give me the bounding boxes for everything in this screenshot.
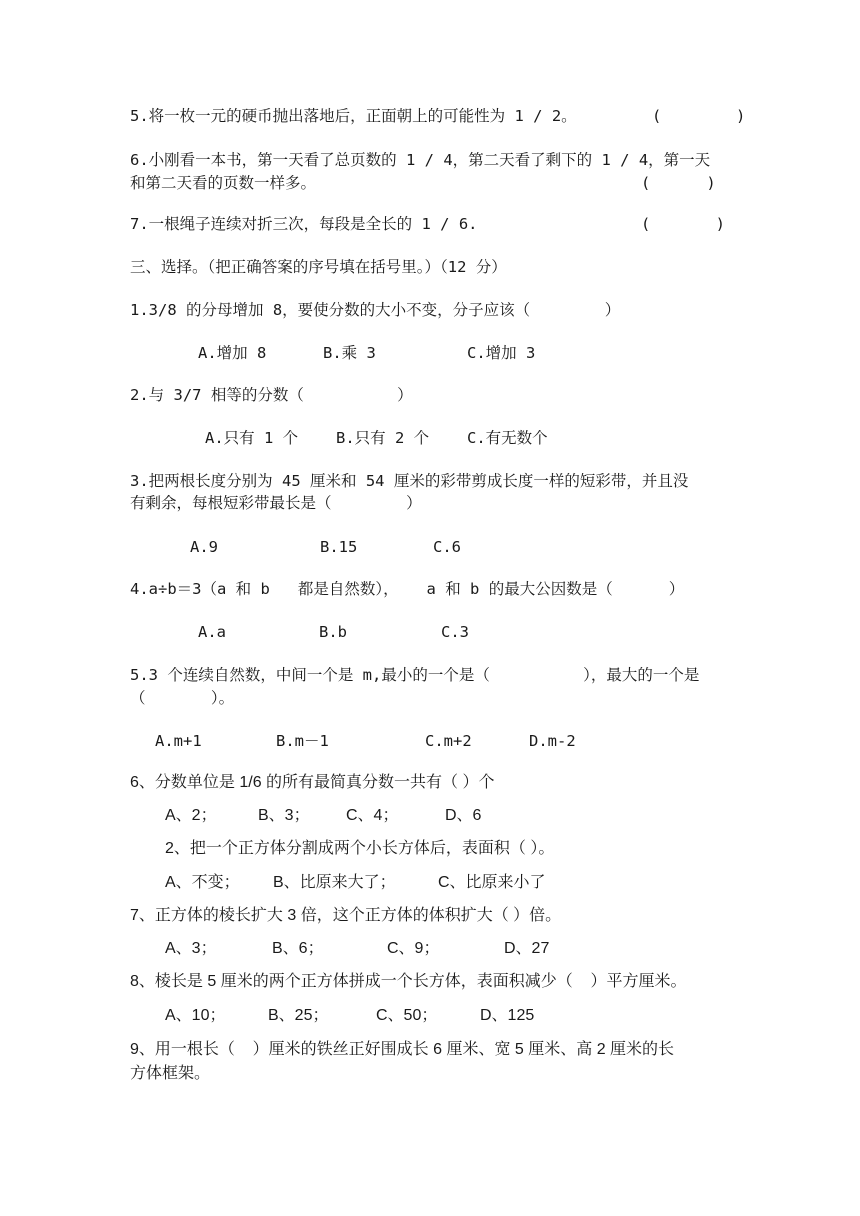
choice-q2b-option-c: C、比原来小了 — [438, 874, 546, 891]
choice-q4-option-c: C.3 — [441, 623, 469, 641]
judgment-q5-text: 5.将一枚一元的硬币抛出落地后，正面朝上的可能性为 1 / 2。 — [130, 107, 577, 125]
choice-q8-option-b: B、25； — [268, 1007, 329, 1024]
choice-q2b-option-a: A、不变； — [165, 874, 240, 891]
judgment-q7-text: 7.一根绳子连续对折三次，每段是全长的 1 / 6. — [130, 215, 478, 233]
choice-q5-option-c: C.m+2 — [425, 732, 472, 750]
choice-q7-option-b: B、6； — [272, 940, 324, 957]
choice-q5-option-b: B.m－1 — [276, 732, 329, 750]
choice-q3-option-a: A.9 — [190, 538, 218, 556]
choice-q2-option-c: C.有无数个 — [467, 429, 548, 447]
choice-q9-line2: 方体框架。 — [130, 1065, 211, 1082]
choice-q1-option-a: A.增加 8 — [198, 344, 267, 362]
choice-q7-option-a: A、3； — [165, 940, 217, 957]
choice-q6-option-d: D、6 — [445, 807, 482, 824]
choice-q1-option-c: C.增加 3 — [467, 344, 536, 362]
judgment-q6-line2: 和第二天看的页数一样多。 — [130, 174, 317, 192]
choice-q8-text: 8、棱长是 5 厘米的两个正方体拼成一个长方体，表面积减少（ ）平方厘米。 — [130, 973, 687, 990]
choice-q2b-option-b: B、比原来大了； — [273, 874, 396, 891]
choice-q7-option-c: C、9； — [387, 940, 440, 957]
choice-q5-line1: 5.3 个连续自然数，中间一个是 m,最小的一个是（ ），最大的一个是 — [130, 666, 700, 684]
section3-title: 三、选择。（把正确答案的序号填在括号里。）（12 分） — [130, 258, 507, 276]
judgment-q6-line1: 6.小刚看一本书，第一天看了总页数的 1 / 4，第二天看了剩下的 1 / 4，第一天 — [130, 151, 711, 169]
choice-q3-line1: 3.把两根长度分别为 45 厘米和 54 厘米的彩带剪成长度一样的短彩带，并且没 — [130, 472, 689, 490]
choice-q6-option-a: A、2； — [165, 807, 217, 824]
choice-q4-option-a: A.a — [198, 623, 226, 641]
choice-q2-option-a: A.只有 1 个 — [205, 429, 299, 447]
choice-q3-option-b: B.15 — [320, 538, 358, 556]
choice-q4-option-b: B.b — [319, 623, 347, 641]
choice-q6-text: 6、分数单位是 1/6 的所有最简真分数一共有（ ）个 — [130, 774, 495, 791]
choice-q6-option-c: C、4； — [346, 807, 399, 824]
choice-q8-option-c: C、50； — [376, 1007, 438, 1024]
choice-q9-line1: 9、用一根长（ ）厘米的铁丝正好围成长 6 厘米、宽 5 厘米、高 2 厘米的长 — [130, 1041, 675, 1058]
choice-q4-text: 4.a÷b＝3（a 和 b 都是自然数）， a 和 b 的最大公因数是（ ） — [130, 580, 685, 598]
choice-q7-text: 7、正方体的棱长扩大 3 倍，这个正方体的体积扩大（ ）倍。 — [130, 907, 562, 924]
choice-q5-option-d: D.m-2 — [529, 732, 576, 750]
choice-q8-option-d: D、125 — [480, 1007, 535, 1024]
choice-q1-option-b: B.乘 3 — [323, 344, 376, 362]
choice-q3-line2: 有剩余，每根短彩带最长是（ ） — [130, 494, 422, 512]
choice-q2b-text: 2、把一个正方体分割成两个小长方体后，表面积（ ）。 — [165, 840, 555, 857]
judgment-q5-bracket: ( ) — [652, 107, 746, 125]
choice-q3-option-c: C.6 — [433, 538, 461, 556]
judgment-q6-bracket: ( ) — [641, 174, 716, 192]
choice-q1-text: 1.3/8 的分母增加 8，要使分数的大小不变，分子应该（ ） — [130, 301, 621, 319]
choice-q8-option-a: A、10； — [165, 1007, 226, 1024]
choice-q2-option-b: B.只有 2 个 — [336, 429, 430, 447]
choice-q5-line2: （ ）。 — [130, 689, 235, 707]
choice-q5-option-a: A.m+1 — [155, 732, 202, 750]
choice-q6-option-b: B、3； — [258, 807, 310, 824]
choice-q7-option-d: D、27 — [504, 940, 550, 957]
choice-q2-text: 2.与 3/7 相等的分数（ ） — [130, 386, 413, 404]
judgment-q7-bracket: ( ) — [641, 215, 725, 233]
